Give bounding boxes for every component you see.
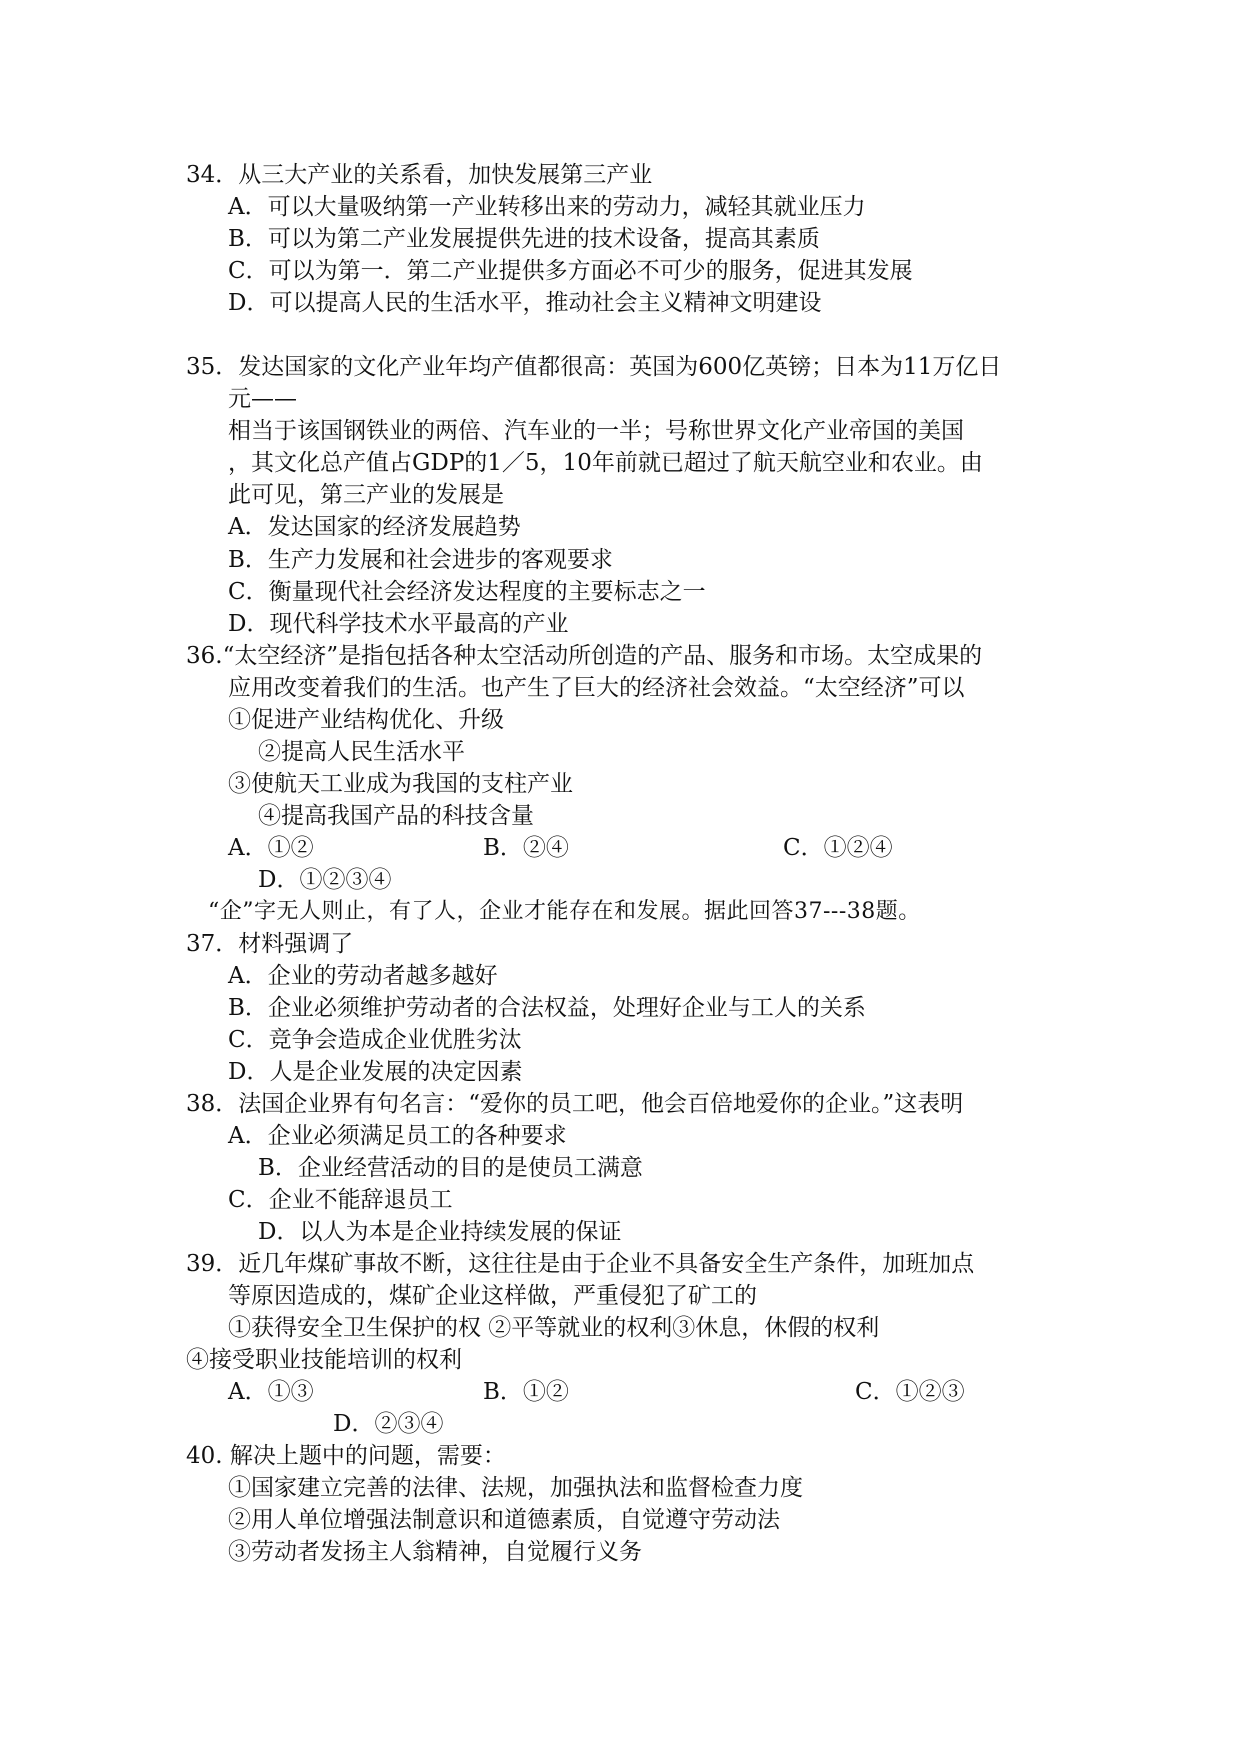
q34-stem: 34．从三大产业的关系看，加快发展第三产业 bbox=[186, 162, 653, 188]
q34-option-b: B．可以为第二产业发展提供先进的技术设备，提高其素质 bbox=[228, 226, 820, 252]
q35-option-a: A．发达国家的经济发展趋势 bbox=[228, 514, 521, 540]
q36-option-d: D．①②③④ bbox=[258, 867, 392, 893]
q38-stem: 38．法国企业界有句名言：“爱你的员工吧，他会百倍地爱你的企业。”这表明 bbox=[186, 1091, 964, 1117]
q36-option-c: C．①②④ bbox=[783, 835, 893, 861]
q39-stem-line1: 39．近几年煤矿事故不断，这往往是由于企业不具备安全生产条件，加班加点 bbox=[186, 1251, 975, 1277]
q34-option-d: D．可以提高人民的生活水平，推动社会主义精神文明建设 bbox=[228, 290, 822, 316]
q39-statement-4: ④接受职业技能培训的权利 bbox=[186, 1347, 462, 1373]
q39-statements-1-3: ①获得安全卫生保护的权 ②平等就业的权利③休息，休假的权利 bbox=[228, 1315, 880, 1341]
q38-option-b: B．企业经营活动的目的是使员工满意 bbox=[258, 1155, 643, 1181]
q38-option-d: D．以人为本是企业持续发展的保证 bbox=[258, 1219, 622, 1245]
q36-option-b: B．②④ bbox=[483, 835, 569, 861]
q39-option-d: D．②③④ bbox=[333, 1411, 444, 1437]
q35-stem-line1: 35．发达国家的文化产业年均产值都很高：英国为600亿英镑；日本为11万亿日 bbox=[186, 354, 1002, 380]
q39-option-b: B．①② bbox=[483, 1379, 569, 1405]
q40-statement-2: ②用人单位增强法制意识和道德素质，自觉遵守劳动法 bbox=[228, 1507, 780, 1533]
q39-option-a: A．①③ bbox=[228, 1379, 314, 1405]
q36-statement-2: ②提高人民生活水平 bbox=[258, 739, 465, 765]
q36-stem-line2: 应用改变着我们的生活。也产生了巨大的经济社会效益。“太空经济”可以 bbox=[228, 675, 965, 701]
q37-stem: 37．材料强调了 bbox=[186, 931, 354, 957]
q37-option-d: D．人是企业发展的决定因素 bbox=[228, 1059, 523, 1085]
q35-option-d: D．现代科学技术水平最高的产业 bbox=[228, 611, 569, 637]
q39-stem-line2: 等原因造成的，煤矿企业这样做，严重侵犯了矿工的 bbox=[228, 1283, 757, 1309]
q37-option-a: A．企业的劳动者越多越好 bbox=[228, 963, 498, 989]
q40-statement-1: ①国家建立完善的法律、法规，加强执法和监督检查力度 bbox=[228, 1475, 803, 1501]
q36-statement-4: ④提高我国产品的科技含量 bbox=[258, 803, 534, 829]
q36-statement-3: ③使航天工业成为我国的支柱产业 bbox=[228, 771, 573, 797]
q38-option-c: C．企业不能辞退员工 bbox=[228, 1187, 453, 1213]
q36-option-a: A．①② bbox=[228, 835, 314, 861]
q34-option-c: C．可以为第一．第二产业提供多方面必不可少的服务，促进其发展 bbox=[228, 258, 913, 284]
q36-statement-1: ①促进产业结构优化、升级 bbox=[228, 707, 504, 733]
q35-stem-line3: 相当于该国钢铁业的两倍、汽车业的一半；号称世界文化产业帝国的美国 bbox=[228, 418, 964, 444]
q37-38-intro: “企”字无人则止，有了人，企业才能存在和发展。据此回答37---38题。 bbox=[208, 899, 921, 924]
q38-option-a: A．企业必须满足员工的各种要求 bbox=[228, 1123, 567, 1149]
q40-statement-3: ③劳动者发扬主人翁精神，自觉履行义务 bbox=[228, 1539, 642, 1565]
q35-stem-line4: ，其文化总产值占GDP的1／5，10年前就已超过了航天航空业和农业。由 bbox=[228, 450, 983, 476]
q40-stem: 40. 解决上题中的问题，需要： bbox=[186, 1443, 506, 1469]
q36-stem-line1: 36.“太空经济”是指包括各种太空活动所创造的产品、服务和市场。太空成果的 bbox=[186, 643, 983, 669]
q39-option-c: C．①②③ bbox=[855, 1379, 965, 1405]
q35-stem-line5: 此可见，第三产业的发展是 bbox=[228, 482, 504, 508]
q35-option-c: C．衡量现代社会经济发达程度的主要标志之一 bbox=[228, 579, 706, 605]
q35-stem-line2: 元—— bbox=[228, 386, 297, 412]
q34-option-a: A．可以大量吸纳第一产业转移出来的劳动力，减轻其就业压力 bbox=[228, 194, 866, 220]
q37-option-c: C．竞争会造成企业优胜劣汰 bbox=[228, 1027, 522, 1053]
q37-option-b: B．企业必须维护劳动者的合法权益，处理好企业与工人的关系 bbox=[228, 995, 866, 1021]
q35-option-b: B．生产力发展和社会进步的客观要求 bbox=[228, 547, 613, 573]
